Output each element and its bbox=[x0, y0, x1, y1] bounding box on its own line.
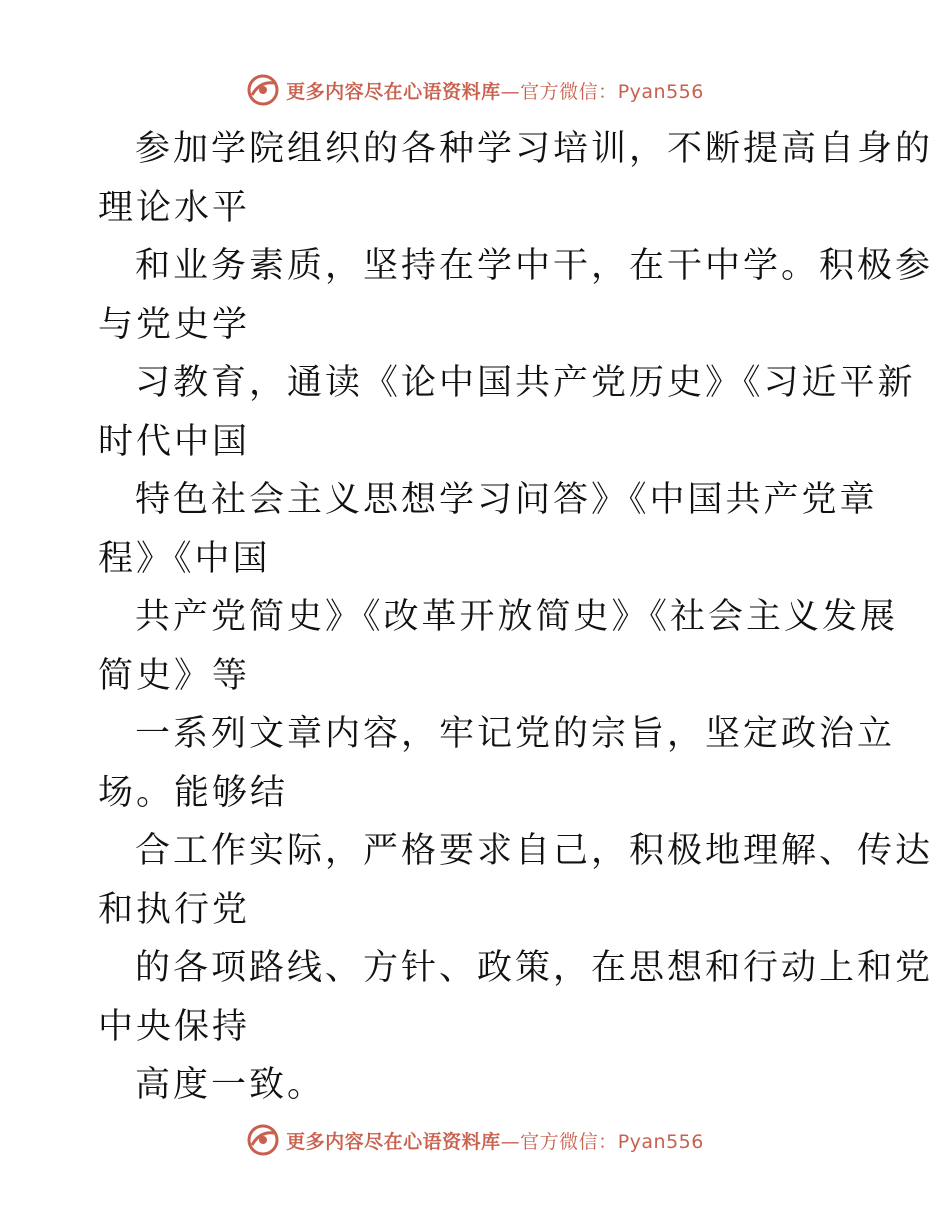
footer-banner bbox=[0, 1120, 950, 1160]
banner-main-text: 更多内容尽在心语资料库 bbox=[286, 80, 501, 103]
text-line: 的各项路线、方针、政策，在思想和行动上和党 bbox=[135, 948, 934, 988]
banner-main-text: 更多内容尽在心语资料库 bbox=[286, 1130, 501, 1153]
text-line: 中央保持 bbox=[98, 1006, 251, 1047]
text-line: 和业务素质，坚持在学中干，在干中学。积极参 bbox=[135, 246, 934, 286]
banner-text bbox=[286, 1127, 704, 1154]
banner-text bbox=[286, 77, 704, 104]
text-line: 习教育，通读《论中国共产党历史》《习近平新 bbox=[135, 363, 916, 403]
banner bbox=[246, 73, 704, 107]
text-line: 合工作实际，严格要求自己，积极地理解、传达 bbox=[135, 831, 934, 871]
logo-icon bbox=[246, 1123, 280, 1157]
banner-wechat-id: Pyan556 bbox=[617, 1130, 704, 1153]
text-line: 和执行党 bbox=[98, 889, 251, 930]
banner-wechat-label: 官方微信： bbox=[520, 1130, 618, 1153]
text-line: 与党史学 bbox=[98, 304, 251, 345]
text-line: 场。能够结 bbox=[98, 772, 289, 813]
text-line: 参加学院组织的各种学习培训，不断提高自身的 bbox=[135, 129, 934, 169]
text-line: 时代中国 bbox=[98, 421, 251, 462]
text-line: 程》《中国 bbox=[98, 538, 271, 579]
banner bbox=[246, 1123, 704, 1157]
text-line: 简史》等 bbox=[98, 655, 251, 696]
banner-wechat-id: Pyan556 bbox=[617, 80, 704, 103]
text-line: 理论水平 bbox=[98, 187, 251, 228]
banner-wechat-label: 官方微信： bbox=[520, 80, 618, 103]
text-line: 特色社会主义思想学习问答》《中国共产党章 bbox=[135, 480, 878, 520]
banner-dash: — bbox=[500, 80, 521, 103]
banner-dash: — bbox=[500, 1130, 521, 1153]
text-line: 高度一致。 bbox=[135, 1065, 326, 1105]
header-banner bbox=[0, 70, 950, 110]
logo-icon bbox=[246, 73, 280, 107]
document-body bbox=[98, 120, 934, 1115]
text-line: 一系列文章内容，牢记党的宗旨，坚定政治立 bbox=[135, 714, 896, 754]
text-line: 共产党简史》《改革开放简史》《社会主义发展 bbox=[135, 597, 899, 637]
